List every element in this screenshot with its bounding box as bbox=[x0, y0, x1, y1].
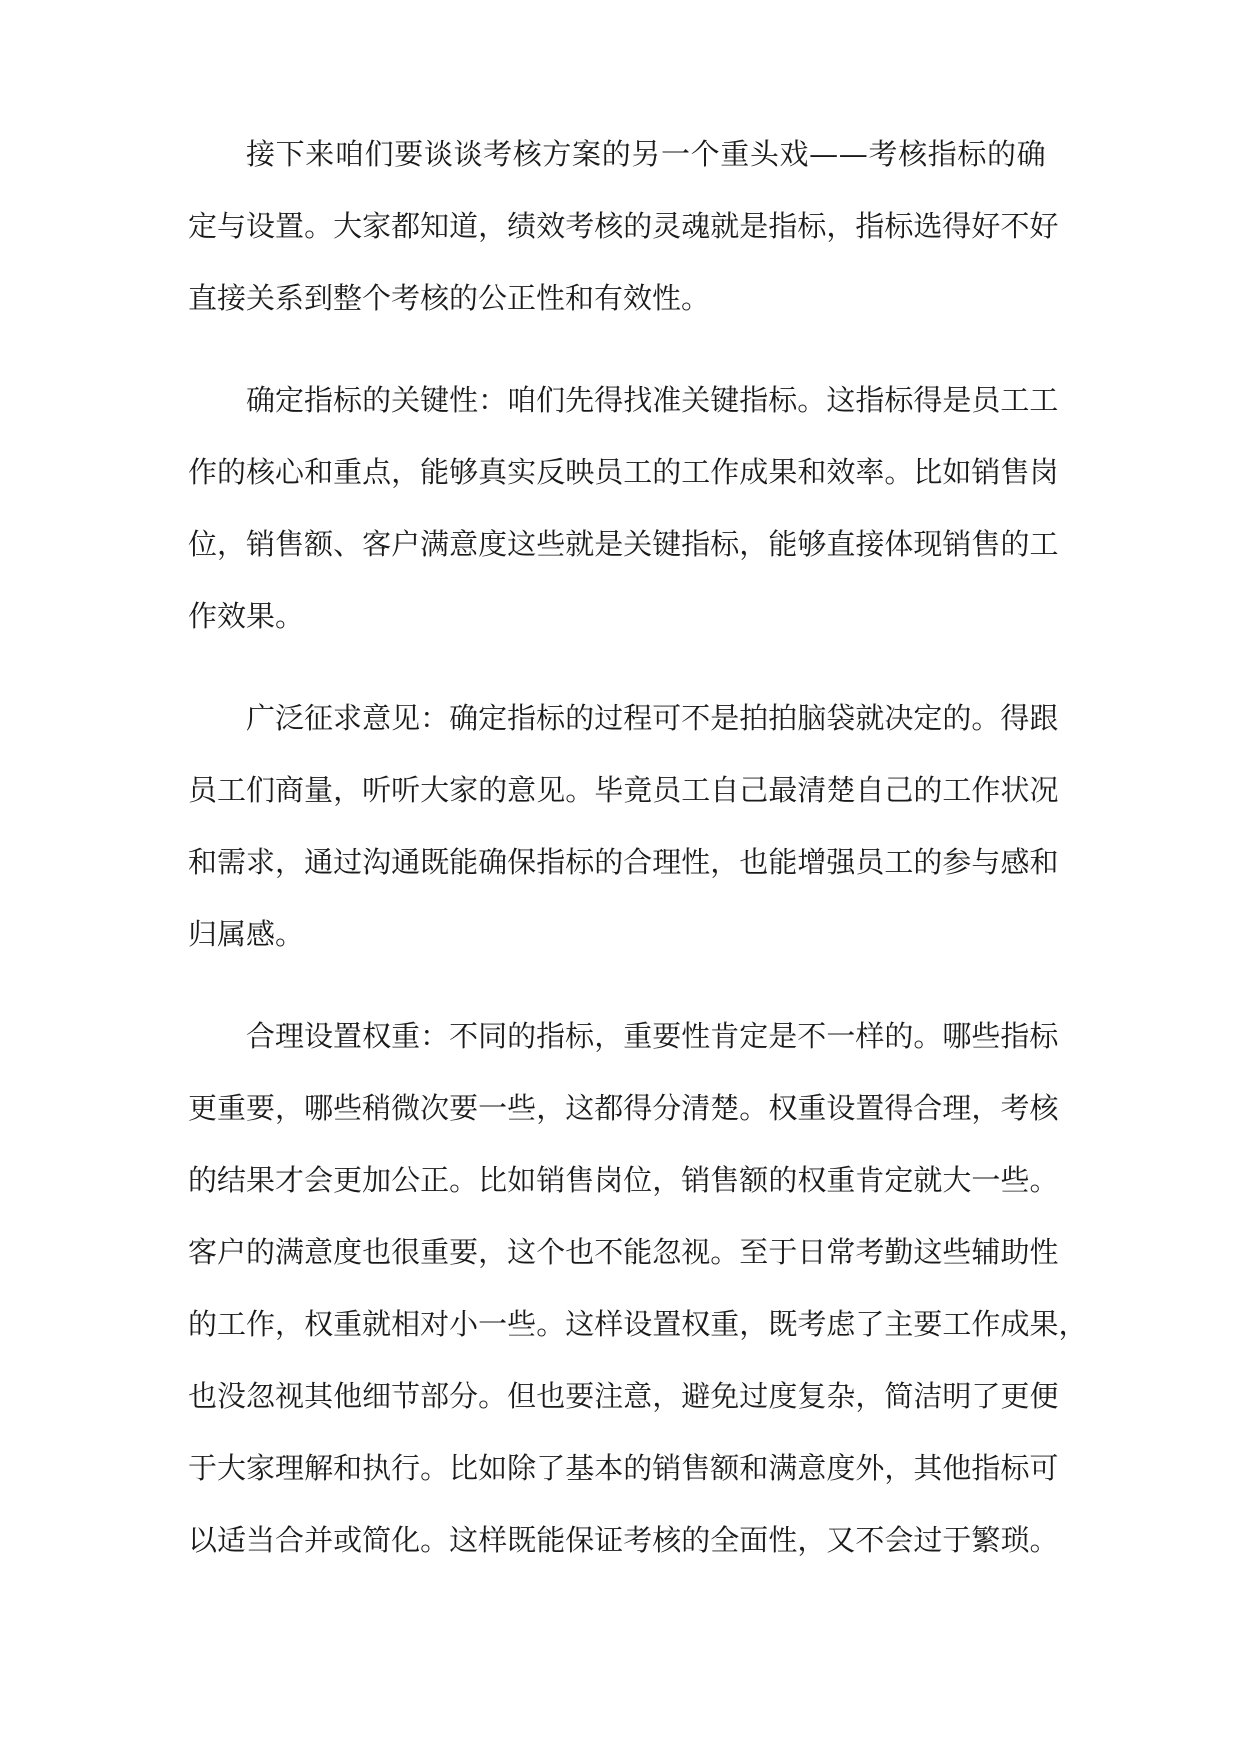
paragraph-2-line-4: 作效果。 bbox=[188, 599, 305, 633]
paragraph-4-line-8: 以 适 当 合 并 或 简 化 。 这 样 既 能 保 证 考 核 的 全 面 性 ， 又 不 会 过 于 繁 琐 。 bbox=[188, 1523, 1059, 1557]
paragraph-2-line-3: 位 ， 销 售 额 、 客 户 满 意 度 这 些 就 是 关 键 指 标 ， 能 够 直 接 体 现 销 售 的 工 bbox=[188, 527, 1059, 561]
paragraph-4-line-7: 于 大 家 理 解 和 执 行 。 比 如 除 了 基 本 的 销 售 额 和 满 意 度 外 ， 其 他 指 标 可 bbox=[188, 1451, 1059, 1485]
paragraph-1-line-2: 定 与 设 置 。 大 家 都 知 道 ， 绩 效 考 核 的 灵 魂 就 是 指 标 ， 指 标 选 得 好 不 好 bbox=[188, 209, 1059, 243]
paragraph-3-line-3: 和 需 求 ， 通 过 沟 通 既 能 确 保 指 标 的 合 理 性 ， 也 能 增 强 员 工 的 参 与 感 和 bbox=[188, 845, 1059, 879]
paragraph-4-line-6: 也 没 忽 视 其 他 细 节 部 分 。 但 也 要 注 意 ， 避 免 过 度 复 杂 ， 简 洁 明 了 更 便 bbox=[188, 1379, 1059, 1413]
paragraph-3-line-1: 广 泛 征 求 意 见 ： 确 定 指 标 的 过 程 可 不 是 拍 拍 脑 袋 就 决 定 的 。 得 跟 bbox=[246, 701, 1059, 735]
paragraph-4-line-2: 更 重 要 ， 哪 些 稍 微 次 要 一 些 ， 这 都 得 分 清 楚 。 权 重 设 置 得 合 理 ， 考 核 bbox=[188, 1091, 1059, 1125]
paragraph-3-line-2: 员 工 们 商 量 ， 听 听 大 家 的 意 见 。 毕 竟 员 工 自 己 最 清 楚 自 己 的 工 作 状 况 bbox=[188, 773, 1059, 807]
paragraph-4-line-5: 的 工 作 ， 权 重 就 相 对 小 一 些 。 这 样 设 置 权 重 ， 既 考 虑 了 主 要 工 作 成 果 ， bbox=[188, 1307, 1088, 1341]
paragraph-3-line-4: 归属感。 bbox=[188, 917, 305, 951]
paragraph-4-line-3: 的 结 果 才 会 更 加 公 正 。 比 如 销 售 岗 位 ， 销 售 额 的 权 重 肯 定 就 大 一 些 。 bbox=[188, 1163, 1059, 1197]
paragraph-1-line-3: 直接关系到整个考核的公正性和有效性。 bbox=[188, 281, 711, 315]
paragraph-2-line-2: 作 的 核 心 和 重 点 ， 能 够 真 实 反 映 员 工 的 工 作 成 果 和 效 率 。 比 如 销 售 岗 bbox=[188, 455, 1059, 489]
paragraph-2-line-1: 确 定 指 标 的 关 键 性 ： 咱 们 先 得 找 准 关 键 指 标 。 这 指 标 得 是 员 工 工 bbox=[246, 383, 1059, 417]
paragraph-1-line-1: 接 下 来 咱 们 要 谈 谈 考 核 方 案 的 另 一 个 重 头 戏 — — 考 核 指 标 的 确 bbox=[246, 137, 1046, 171]
paragraph-4-line-1: 合 理 设 置 权 重 ： 不 同 的 指 标 ， 重 要 性 肯 定 是 不 一 样 的 。 哪 些 指 标 bbox=[246, 1019, 1059, 1053]
paragraph-4-line-4: 客 户 的 满 意 度 也 很 重 要 ， 这 个 也 不 能 忽 视 。 至 于 日 常 考 勤 这 些 辅 助 性 bbox=[188, 1235, 1059, 1269]
